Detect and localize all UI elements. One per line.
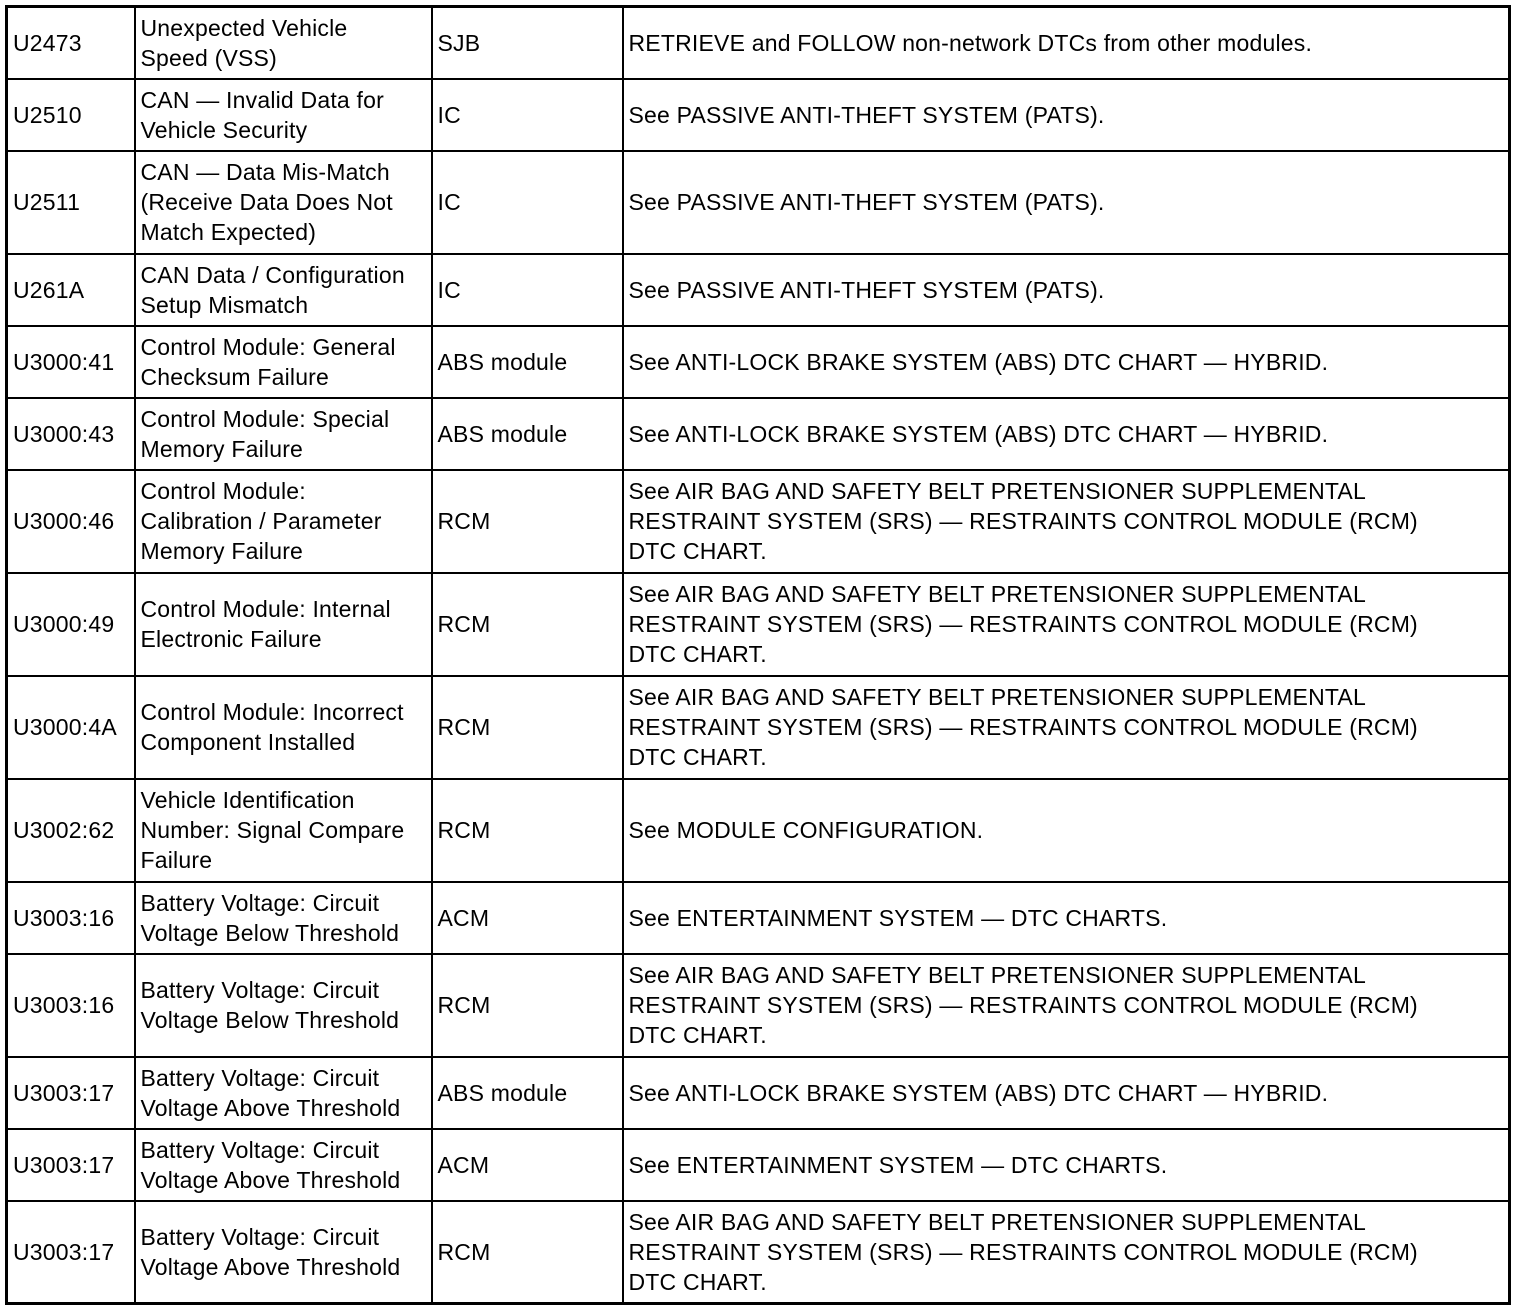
dtc-table bbox=[5, 5, 1511, 1305]
dtc-code-cell: U3003:17 bbox=[7, 1201, 135, 1304]
dtc-module-cell: ABS module bbox=[432, 398, 623, 470]
table-row bbox=[7, 326, 1510, 398]
dtc-code-cell: U261A bbox=[7, 254, 135, 326]
table-row bbox=[7, 254, 1510, 326]
table-row bbox=[7, 79, 1510, 151]
dtc-action-cell: See ANTI-LOCK BRAKE SYSTEM (ABS) DTC CHART — HYBRID. bbox=[623, 326, 1510, 398]
dtc-module-cell: RCM bbox=[432, 954, 623, 1057]
dtc-module-cell: RCM bbox=[432, 676, 623, 779]
dtc-code-cell: U3003:16 bbox=[7, 882, 135, 954]
dtc-action-cell: RETRIEVE and FOLLOW non-network DTCs from other modules. bbox=[623, 7, 1510, 79]
table-row bbox=[7, 954, 1510, 1057]
table-row bbox=[7, 882, 1510, 954]
dtc-description-cell: Battery Voltage: Circuit Voltage Above Threshold bbox=[135, 1129, 432, 1201]
dtc-code-cell: U2510 bbox=[7, 79, 135, 151]
dtc-table-body bbox=[7, 7, 1510, 1304]
dtc-module-cell: ABS module bbox=[432, 1057, 623, 1129]
table-row bbox=[7, 779, 1510, 882]
dtc-module-cell: SJB bbox=[432, 7, 623, 79]
dtc-code-cell: U3000:43 bbox=[7, 398, 135, 470]
table-row bbox=[7, 7, 1510, 79]
dtc-code-cell: U3000:41 bbox=[7, 326, 135, 398]
dtc-code-cell: U3003:17 bbox=[7, 1129, 135, 1201]
dtc-action-cell: See PASSIVE ANTI-THEFT SYSTEM (PATS). bbox=[623, 79, 1510, 151]
dtc-action-cell: See PASSIVE ANTI-THEFT SYSTEM (PATS). bbox=[623, 254, 1510, 326]
dtc-description-cell: Vehicle Identification Number: Signal Compare Failure bbox=[135, 779, 432, 882]
dtc-description-cell: Control Module: Special Memory Failure bbox=[135, 398, 432, 470]
dtc-code-cell: U2473 bbox=[7, 7, 135, 79]
dtc-code-cell: U2511 bbox=[7, 151, 135, 254]
dtc-module-cell: RCM bbox=[432, 1201, 623, 1304]
dtc-description-cell: Control Module: Incorrect Component Installed bbox=[135, 676, 432, 779]
dtc-action-cell: See PASSIVE ANTI-THEFT SYSTEM (PATS). bbox=[623, 151, 1510, 254]
dtc-module-cell: ABS module bbox=[432, 326, 623, 398]
dtc-action-cell: See ANTI-LOCK BRAKE SYSTEM (ABS) DTC CHART — HYBRID. bbox=[623, 398, 1510, 470]
dtc-module-cell: IC bbox=[432, 79, 623, 151]
dtc-description-cell: Control Module: General Checksum Failure bbox=[135, 326, 432, 398]
dtc-code-cell: U3000:4A bbox=[7, 676, 135, 779]
dtc-module-cell: ACM bbox=[432, 1129, 623, 1201]
dtc-action-cell: See AIR BAG AND SAFETY BELT PRETENSIONER SUPPLEMENTAL RESTRAINT SYSTEM (SRS) — RESTRAINTS CONTROL MODULE (RCM) DTC CHART. bbox=[623, 1201, 1510, 1304]
dtc-description-cell: CAN — Invalid Data for Vehicle Security bbox=[135, 79, 432, 151]
dtc-module-cell: IC bbox=[432, 151, 623, 254]
dtc-description-cell: Control Module: Internal Electronic Failure bbox=[135, 573, 432, 676]
table-row bbox=[7, 1129, 1510, 1201]
table-row bbox=[7, 676, 1510, 779]
dtc-description-cell: Control Module: Calibration / Parameter Memory Failure bbox=[135, 470, 432, 573]
dtc-description-cell: CAN — Data Mis-Match (Receive Data Does Not Match Expected) bbox=[135, 151, 432, 254]
dtc-description-cell: Battery Voltage: Circuit Voltage Below Threshold bbox=[135, 882, 432, 954]
dtc-code-cell: U3000:49 bbox=[7, 573, 135, 676]
dtc-module-cell: RCM bbox=[432, 470, 623, 573]
dtc-module-cell: RCM bbox=[432, 573, 623, 676]
dtc-action-cell: See ENTERTAINMENT SYSTEM — DTC CHARTS. bbox=[623, 1129, 1510, 1201]
table-row bbox=[7, 573, 1510, 676]
dtc-module-cell: ACM bbox=[432, 882, 623, 954]
table-row bbox=[7, 398, 1510, 470]
dtc-action-cell: See ANTI-LOCK BRAKE SYSTEM (ABS) DTC CHART — HYBRID. bbox=[623, 1057, 1510, 1129]
table-row bbox=[7, 1201, 1510, 1304]
dtc-action-cell: See AIR BAG AND SAFETY BELT PRETENSIONER SUPPLEMENTAL RESTRAINT SYSTEM (SRS) — RESTRAINTS CONTROL MODULE (RCM) DTC CHART. bbox=[623, 676, 1510, 779]
table-row bbox=[7, 151, 1510, 254]
dtc-module-cell: RCM bbox=[432, 779, 623, 882]
dtc-code-cell: U3003:17 bbox=[7, 1057, 135, 1129]
dtc-description-cell: CAN Data / Configuration Setup Mismatch bbox=[135, 254, 432, 326]
dtc-action-cell: See AIR BAG AND SAFETY BELT PRETENSIONER SUPPLEMENTAL RESTRAINT SYSTEM (SRS) — RESTRAINTS CONTROL MODULE (RCM) DTC CHART. bbox=[623, 954, 1510, 1057]
dtc-code-cell: U3003:16 bbox=[7, 954, 135, 1057]
dtc-description-cell: Unexpected Vehicle Speed (VSS) bbox=[135, 7, 432, 79]
dtc-action-cell: See MODULE CONFIGURATION. bbox=[623, 779, 1510, 882]
dtc-description-cell: Battery Voltage: Circuit Voltage Above Threshold bbox=[135, 1057, 432, 1129]
dtc-action-cell: See AIR BAG AND SAFETY BELT PRETENSIONER SUPPLEMENTAL RESTRAINT SYSTEM (SRS) — RESTRAINTS CONTROL MODULE (RCM) DTC CHART. bbox=[623, 573, 1510, 676]
dtc-document bbox=[5, 5, 1511, 1305]
dtc-description-cell: Battery Voltage: Circuit Voltage Above Threshold bbox=[135, 1201, 432, 1304]
dtc-action-cell: See AIR BAG AND SAFETY BELT PRETENSIONER SUPPLEMENTAL RESTRAINT SYSTEM (SRS) — RESTRAINTS CONTROL MODULE (RCM) DTC CHART. bbox=[623, 470, 1510, 573]
dtc-code-cell: U3002:62 bbox=[7, 779, 135, 882]
table-row bbox=[7, 1057, 1510, 1129]
dtc-code-cell: U3000:46 bbox=[7, 470, 135, 573]
dtc-module-cell: IC bbox=[432, 254, 623, 326]
dtc-description-cell: Battery Voltage: Circuit Voltage Below Threshold bbox=[135, 954, 432, 1057]
dtc-action-cell: See ENTERTAINMENT SYSTEM — DTC CHARTS. bbox=[623, 882, 1510, 954]
table-row bbox=[7, 470, 1510, 573]
